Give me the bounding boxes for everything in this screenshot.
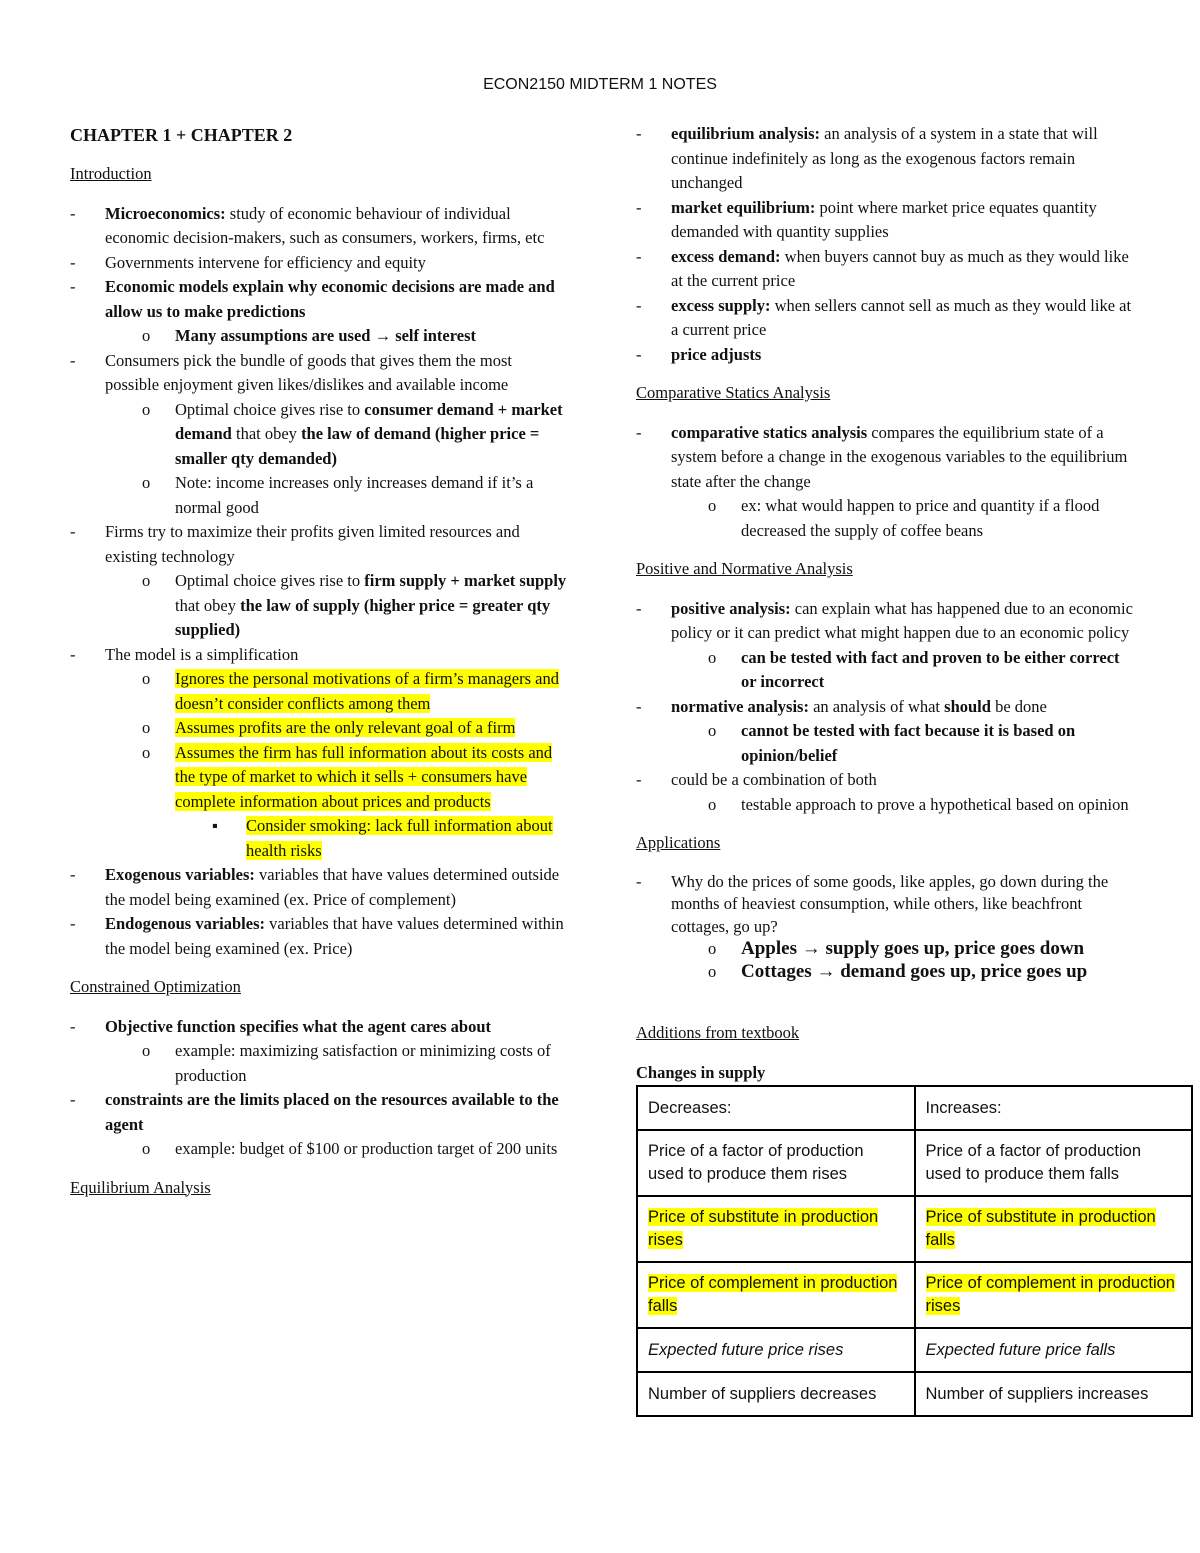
table-cell: Price of a factor of production used to produce them rises (637, 1130, 915, 1196)
list-item: o Optimal choice gives rise to firm supply + market supply that obey the law of supply (higher price = greater qty supplied) (70, 569, 570, 643)
list-item: - positive analysis: can explain what has happened due to an economic policy or it can predict what might happen due to an economic policy (636, 597, 1136, 646)
list-item: o cannot be tested with fact because it is based on opinion/belief (636, 719, 1136, 768)
list-item: - The model is a simplification (70, 643, 570, 668)
list-item: o Apples → supply goes up, price goes down (636, 938, 1136, 961)
list-item: - Endogenous variables: variables that have values determined within the model being examined (ex. Price) (70, 912, 570, 961)
list-item: - Firms try to maximize their profits given limited resources and existing technology (70, 520, 570, 569)
table-caption: Changes in supply (636, 1062, 766, 1082)
list-item: - excess supply: when sellers cannot sell as much as they would like at a current price (636, 294, 1136, 343)
comparative-list (636, 421, 1136, 544)
table-cell: Price of a factor of production used to produce them falls (915, 1130, 1193, 1196)
list-item: - Consumers pick the bundle of goods that gives them the most possible enjoyment given likes/dislikes and available income (70, 349, 570, 398)
table-cell: Expected future price falls (915, 1328, 1193, 1372)
section-heading-positive-normative: Positive and Normative Analysis (636, 559, 853, 578)
table-row (637, 1328, 1192, 1372)
list-item-highlighted: o Assumes the firm has full information about its costs and the type of market to which it sells + consumers have complete information about prices and products (70, 741, 570, 815)
list-item: o Optimal choice gives rise to consumer demand + market demand that obey the law of demand (higher price = smaller qty demanded) (70, 398, 570, 472)
list-item: - Exogenous variables: variables that have values determined outside the model being examined (ex. Price of complement) (70, 863, 570, 912)
table-cell: Number of suppliers decreases (637, 1372, 915, 1416)
section-heading-comparative-statics: Comparative Statics Analysis (636, 383, 831, 402)
section-heading-introduction: Introduction (70, 164, 152, 183)
equilibrium-list (636, 122, 1136, 367)
table-row (637, 1086, 1192, 1130)
list-item: - market equilibrium: point where market price equates quantity demanded with quantity supplies (636, 196, 1136, 245)
changes-in-supply-table (636, 1085, 1193, 1417)
list-item: - Microeconomics: study of economic behaviour of individual economic decision-makers, such as consumers, workers, firms, etc (70, 202, 570, 251)
list-item: - Economic models explain why economic decisions are made and allow us to make predictions (70, 275, 570, 324)
list-item: o example: budget of $100 or production target of 200 units (70, 1137, 570, 1162)
table-cell: Price of substitute in production rises (637, 1196, 915, 1262)
section-heading-equilibrium-analysis: Equilibrium Analysis (70, 1177, 211, 1197)
table-cell: Number of suppliers increases (915, 1372, 1193, 1416)
chapter-heading: CHAPTER 1 + CHAPTER 2 (70, 125, 293, 145)
list-item: - Objective function specifies what the agent cares about (70, 1015, 570, 1040)
table-row (637, 1130, 1192, 1196)
list-item: o can be tested with fact and proven to be either correct or incorrect (636, 646, 1136, 695)
table-cell: Price of complement in production falls (637, 1262, 915, 1328)
list-item: o testable approach to prove a hypothetical based on opinion (636, 793, 1136, 818)
table-header-cell: Increases: (915, 1086, 1193, 1130)
section-heading-constrained-optimization: Constrained Optimization (70, 977, 241, 996)
table-cell: Price of complement in production rises (915, 1262, 1193, 1328)
list-item: - Why do the prices of some goods, like apples, go down during the months of heaviest consumption, while others, like beachfront cottages, go up? (636, 871, 1136, 939)
table-header-cell: Decreases: (637, 1086, 915, 1130)
list-item: - could be a combination of both (636, 768, 1136, 793)
section-heading-additions: Additions from textbook (636, 1023, 800, 1042)
right-column (636, 122, 1175, 1417)
table-cell: Price of substitute in production falls (915, 1196, 1193, 1262)
table-row (637, 1196, 1192, 1262)
left-column (70, 122, 570, 1215)
introduction-list (70, 202, 570, 962)
list-item: o example: maximizing satisfaction or minimizing costs of production (70, 1039, 570, 1088)
applications-list (636, 871, 1136, 984)
section-heading-applications: Applications (636, 833, 721, 852)
list-item-highlighted: o Assumes profits are the only relevant goal of a firm (70, 716, 570, 741)
list-item: o Cottages → demand goes up, price goes up (636, 961, 1136, 984)
table-cell: Expected future price rises (637, 1328, 915, 1372)
list-item-highlighted: o Ignores the personal motivations of a firm’s managers and doesn’t consider conflicts among them (70, 667, 570, 716)
list-item: - excess demand: when buyers cannot buy as much as they would like at the current price (636, 245, 1136, 294)
positive-list (636, 597, 1136, 818)
list-item: - price adjusts (636, 343, 1136, 368)
list-item: - normative analysis: an analysis of what should be done (636, 695, 1136, 720)
list-item: - Governments intervene for efficiency and equity (70, 251, 570, 276)
table-row (637, 1372, 1192, 1416)
list-item: o Many assumptions are used → self interest (70, 324, 570, 349)
constrained-list (70, 1015, 570, 1162)
list-item: - comparative statics analysis compares the equilibrium state of a system before a change in the exogenous variables to the equilibrium state after the change (636, 421, 1136, 495)
list-item-highlighted: ▪ Consider smoking: lack full information about health risks (70, 814, 570, 863)
document-title: ECON2150 MIDTERM 1 NOTES (483, 76, 717, 93)
table-row (637, 1262, 1192, 1328)
list-item: - equilibrium analysis: an analysis of a system in a state that will continue indefinitely as long as the exogenous factors remain unchanged (636, 122, 1136, 196)
list-item: - constraints are the limits placed on the resources available to the agent (70, 1088, 570, 1137)
list-item: o Note: income increases only increases demand if it’s a normal good (70, 471, 570, 520)
list-item: o ex: what would happen to price and quantity if a flood decreased the supply of coffee beans (636, 494, 1136, 543)
